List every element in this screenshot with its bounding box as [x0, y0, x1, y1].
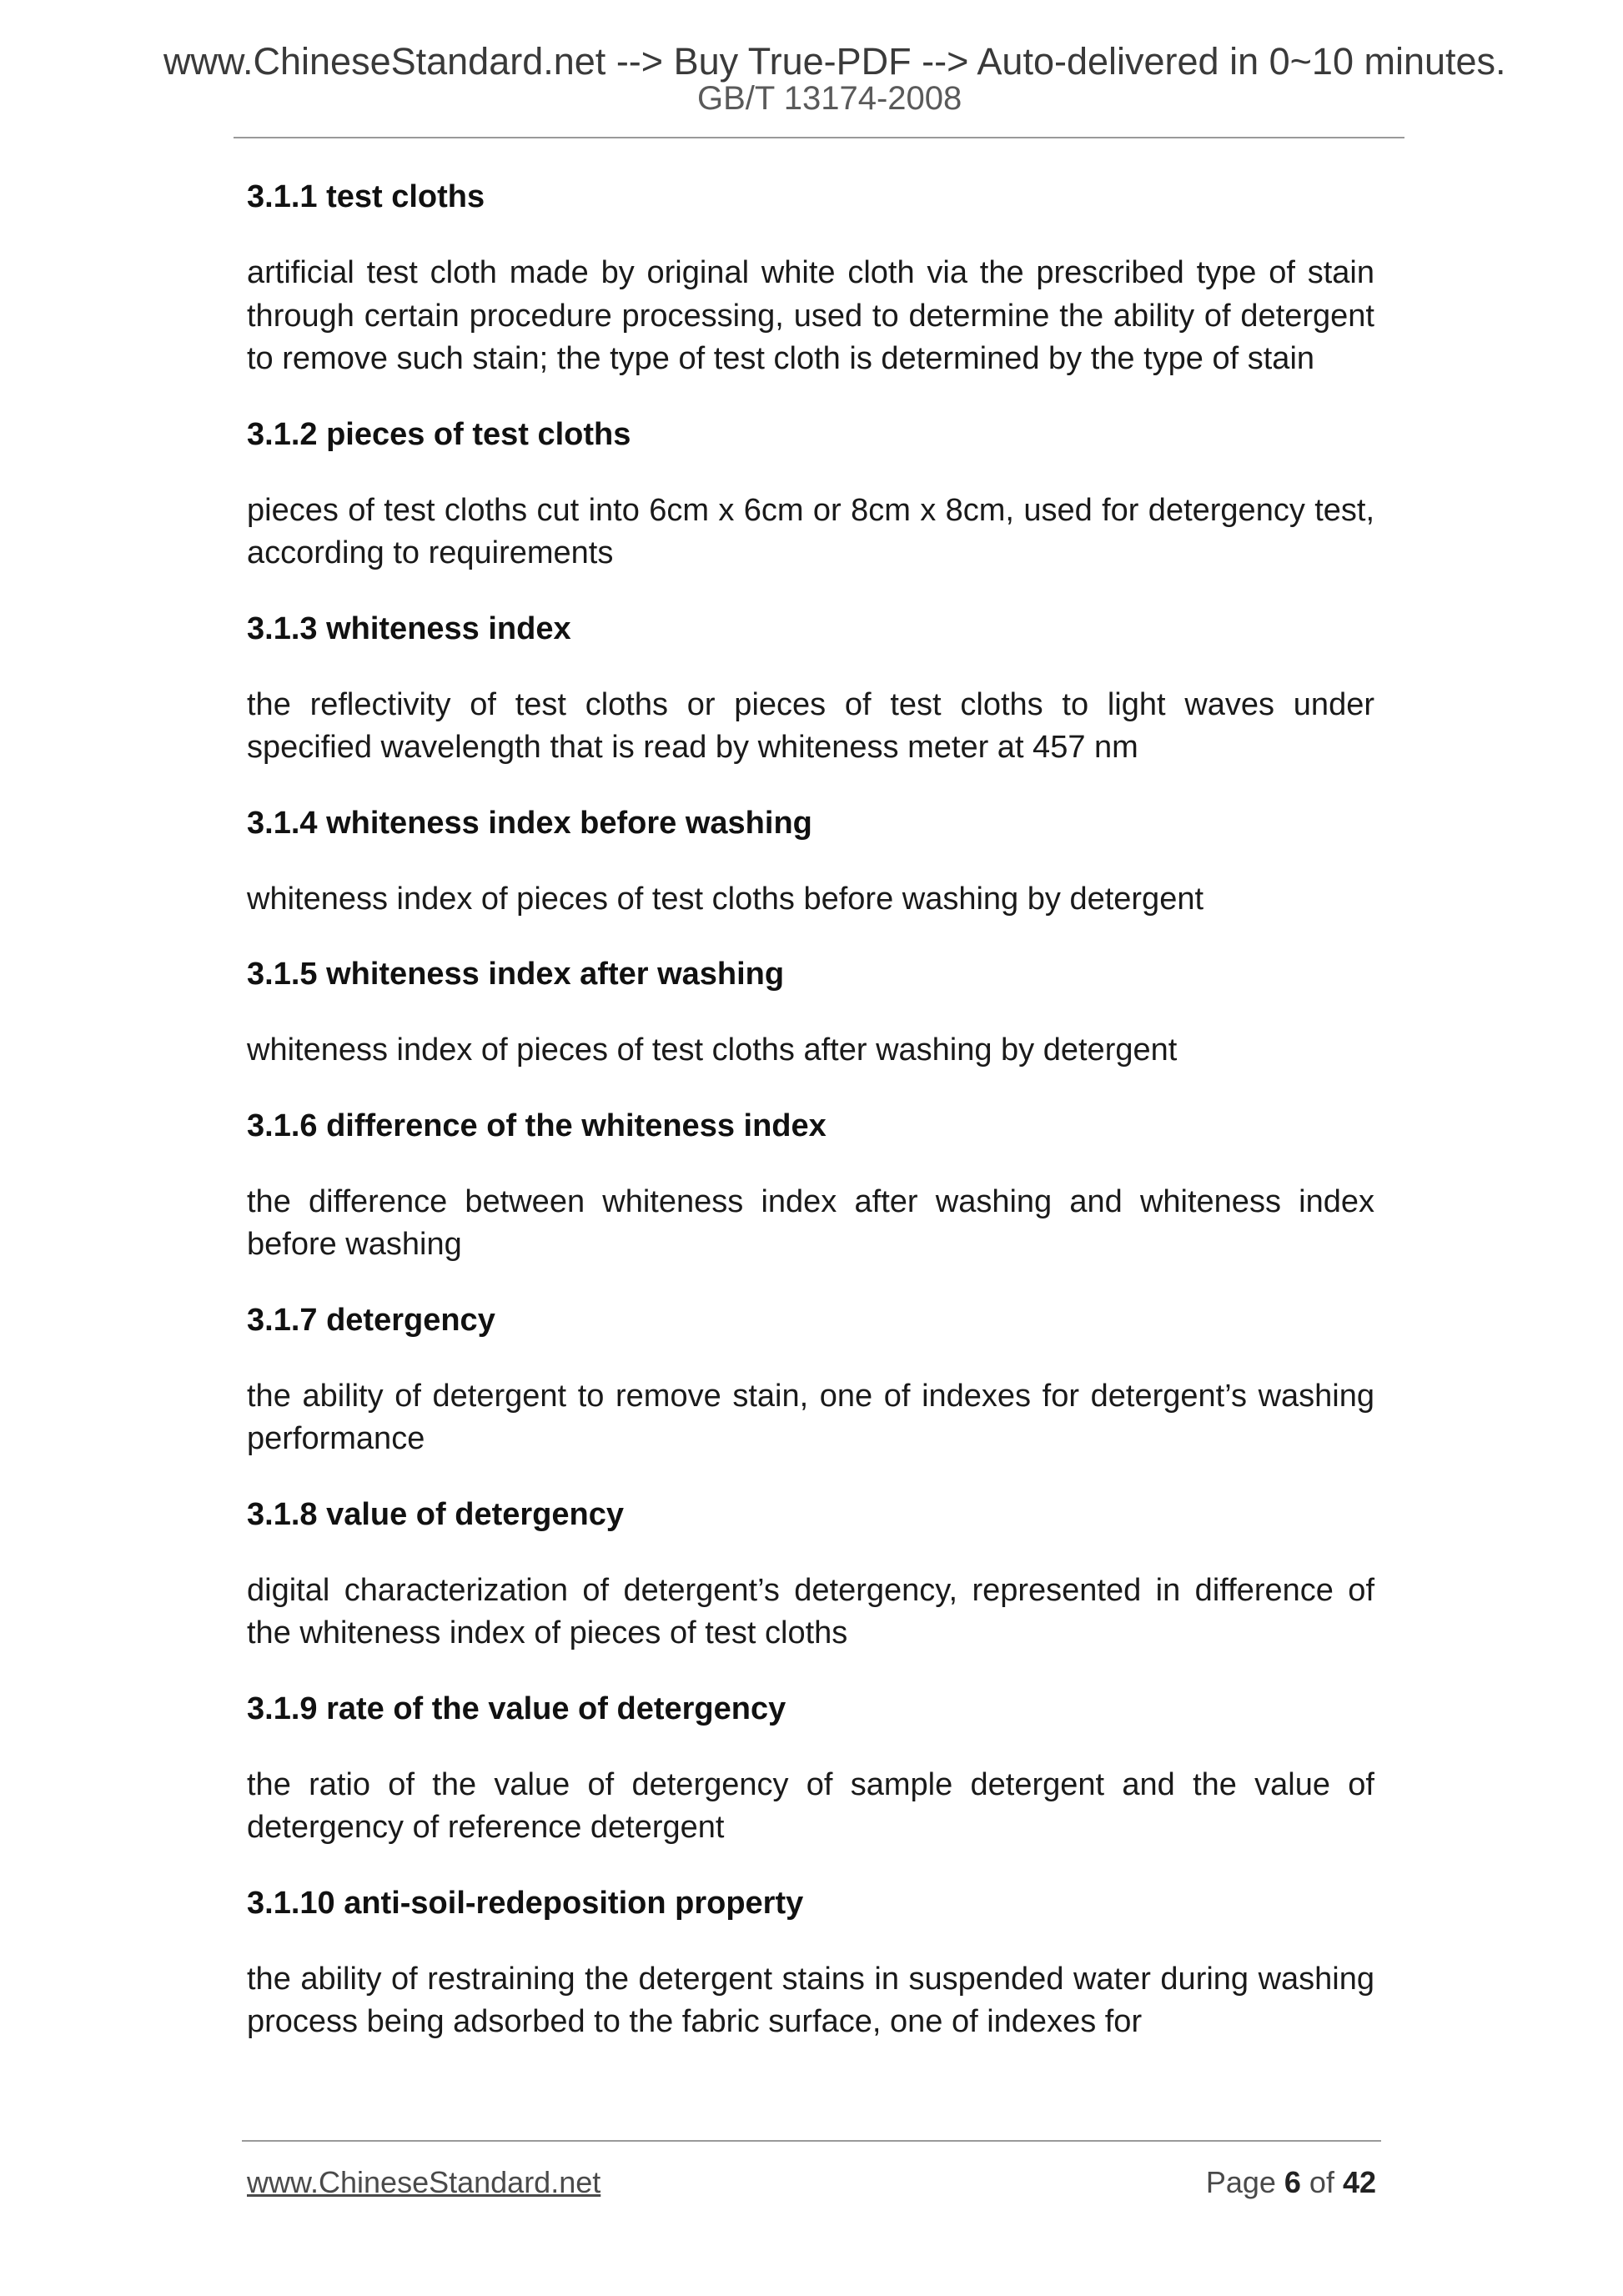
- term-heading: 3.1.5 whiteness index after washing: [247, 957, 785, 992]
- page-total: 42: [1342, 2165, 1376, 2199]
- header-banner[interactable]: www.ChineseStandard.net --> Buy True-PDF --> Auto-delivered in 0~10 minutes.: [163, 40, 1506, 83]
- footer-divider: [242, 2140, 1381, 2142]
- term-definition: the reflectivity of test cloths or pieces of test cloths to light waves under specified wavelength that is read by whiteness meter at 457 nm: [247, 686, 1374, 765]
- page-of: of: [1300, 2165, 1343, 2199]
- term-heading: 3.1.3 whiteness index: [247, 610, 571, 646]
- term-definition: whiteness index of pieces of test cloths after washing by detergent: [247, 1032, 1178, 1068]
- term-definition: pieces of test cloths cut into 6cm x 6cm or 8cm x 8cm, used for detergency test, according to requirements: [247, 492, 1374, 570]
- term-definition: whiteness index of pieces of test cloths before washing by detergent: [247, 881, 1204, 917]
- term-definition: the ability of restraining the detergent stains in suspended water during washing process being adsorbed to the fabric surface, one of indexes for: [247, 1961, 1374, 2039]
- term-heading: 3.1.2 pieces of test cloths: [247, 416, 631, 452]
- term-heading: 3.1.10 anti-soil-redeposition property: [247, 1885, 804, 1921]
- page-current: 6: [1284, 2165, 1301, 2199]
- term-definition: the ratio of the value of detergency of sample detergent and the value of detergency of reference detergent: [247, 1766, 1374, 1845]
- document-code: GB/T 13174-2008: [697, 80, 962, 117]
- term-heading: 3.1.7 detergency: [247, 1302, 495, 1338]
- document-body: [247, 175, 1374, 2076]
- term-heading: 3.1.4 whiteness index before washing: [247, 805, 812, 841]
- term-definition: the difference between whiteness index after washing and whiteness index before washing: [247, 1183, 1374, 1262]
- footer-site-link[interactable]: www.ChineseStandard.net: [247, 2165, 601, 2199]
- page-prefix: Page: [1205, 2165, 1284, 2199]
- term-definition: artificial test cloth made by original white cloth via the prescribed type of stain through certain procedure processing, used to determine the ability of detergent to remove such stain; the type of test cloth is determined by the type of stain: [247, 255, 1374, 376]
- term-heading: 3.1.1 test cloths: [247, 179, 485, 214]
- page-indicator: [1206, 2165, 1376, 2200]
- term-heading: 3.1.9 rate of the value of detergency: [247, 1691, 786, 1726]
- term-definition: the ability of detergent to remove stain, one of indexes for detergent’s washing performance: [247, 1378, 1374, 1456]
- term-definition: digital characterization of detergent’s detergency, represented in difference of the whiteness index of pieces of test cloths: [247, 1572, 1374, 1650]
- term-heading: 3.1.8 value of detergency: [247, 1496, 624, 1532]
- header-divider: [234, 137, 1404, 138]
- term-heading: 3.1.6 difference of the whiteness index: [247, 1108, 827, 1143]
